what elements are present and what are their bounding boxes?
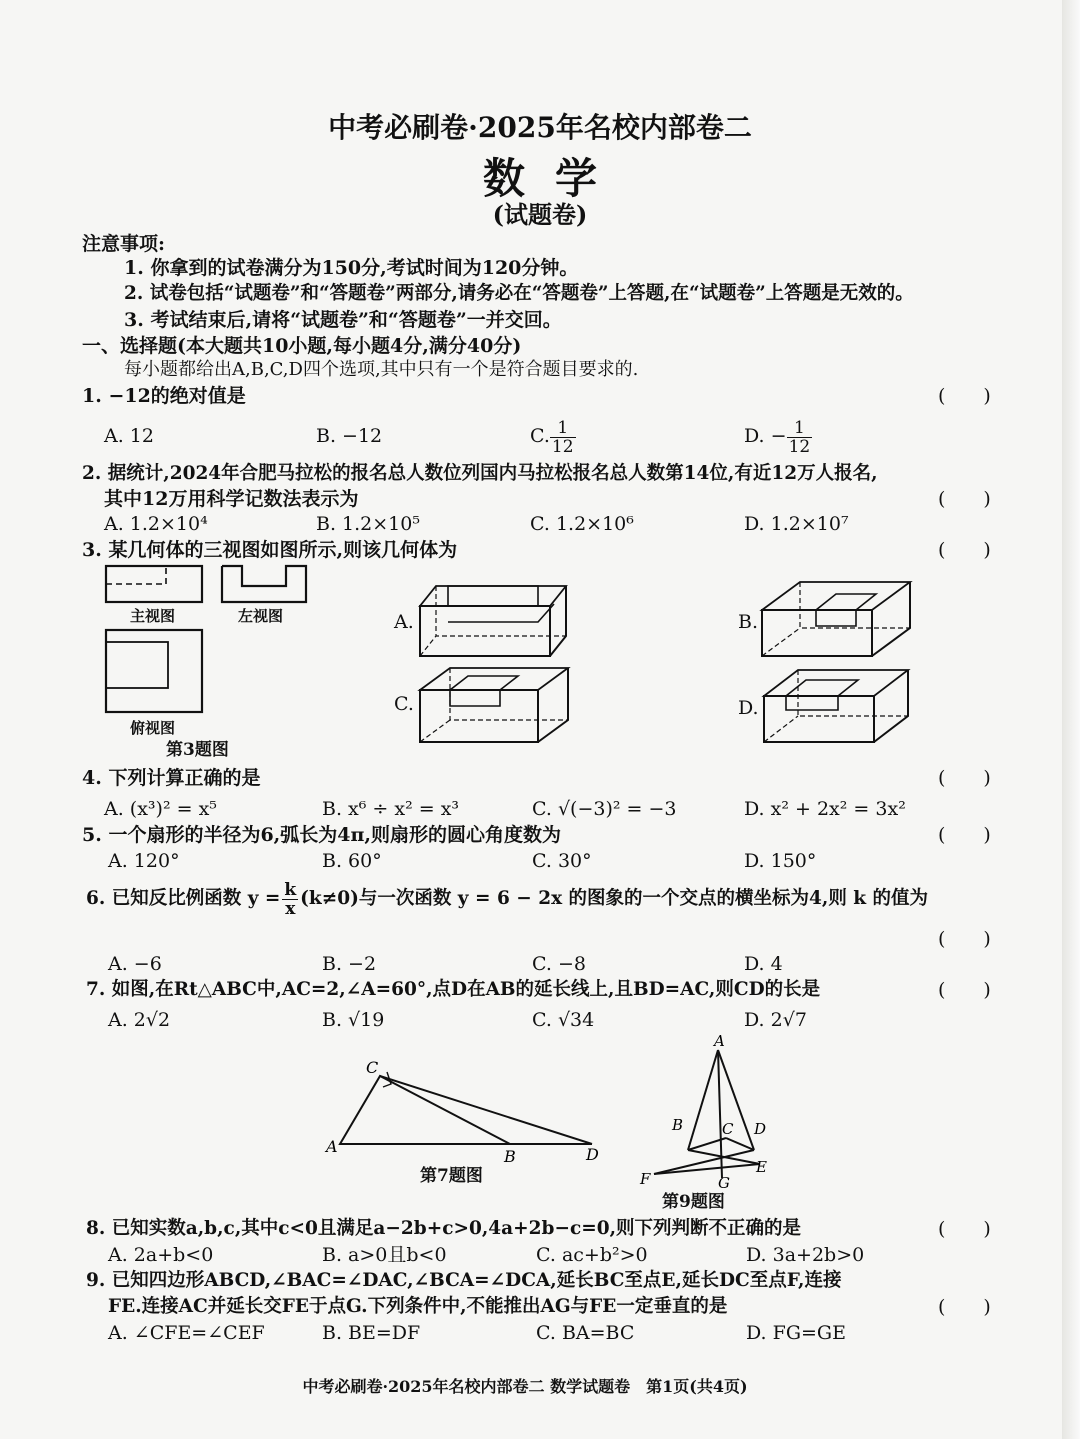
q6-x-denominator: x bbox=[285, 898, 296, 919]
q9-figure-caption: 第9题图 bbox=[662, 1192, 725, 1212]
notice-item-2: 2. 试卷包括“试题卷”和“答题卷”两部分,请务必在“答题卷”上答题,在“试题卷”上答题是无效的。 bbox=[124, 283, 914, 304]
q2-answer-paren: ( ) bbox=[938, 488, 991, 510]
fig9-label-a: A bbox=[714, 1032, 725, 1050]
q3-front-view-label: 主视图 bbox=[130, 607, 176, 625]
q6-k-over-x bbox=[282, 881, 298, 918]
fig9-label-b: B bbox=[672, 1116, 684, 1134]
q9-figure bbox=[636, 1032, 776, 1190]
q9-answer-paren: ( ) bbox=[938, 1296, 991, 1318]
q6-option-a: A. −6 bbox=[108, 953, 162, 975]
q5-option-b: B. 60° bbox=[322, 850, 382, 872]
q6-answer-paren: ( ) bbox=[938, 928, 991, 950]
q4-option-d: D. x² + 2x² = 3x² bbox=[744, 798, 906, 820]
q8-stem: 8. 已知实数a,b,c,其中c<0且满足a−2b+c>0,4a+2b−c=0,则下列判断不正确的是 bbox=[86, 1218, 802, 1239]
q4-option-c: C. √(−3)² = −3 bbox=[532, 798, 677, 820]
q7-option-d: D. 2√7 bbox=[744, 1009, 807, 1031]
q9-option-c: C. BA=BC bbox=[536, 1322, 635, 1344]
fig9-label-e: E bbox=[756, 1158, 767, 1176]
page-footer: 中考必刷卷·2025年名校内部卷二 数学试题卷 第1页(共4页) bbox=[302, 1377, 748, 1396]
q1-option-d bbox=[744, 414, 812, 458]
q7-option-a: A. 2√2 bbox=[108, 1009, 171, 1031]
q2-stem-line1: 2. 据统计,2024年合肥马拉松的报名总人数位列国内马拉松报名总人数第14位,有近12万人报名, bbox=[82, 463, 878, 484]
q4-answer-paren: ( ) bbox=[938, 767, 991, 789]
q6-stem-pre: 6. 已知反比例函数 y = bbox=[86, 888, 281, 909]
q3-option-d-solid bbox=[762, 664, 912, 746]
q4-stem: 4. 下列计算正确的是 bbox=[82, 767, 261, 789]
q1-option-a: A. 12 bbox=[104, 425, 154, 447]
q9-option-b: B. BE=DF bbox=[322, 1322, 421, 1344]
q5-stem: 5. 一个扇形的半径为6,弧长为4π,则扇形的圆心角度数为 bbox=[82, 824, 562, 846]
q2-option-c: C. 1.2×10⁶ bbox=[530, 513, 634, 535]
q3-left-view-label: 左视图 bbox=[238, 607, 284, 625]
notice-item-1: 1. 你拿到的试卷满分为150分,考试时间为120分钟。 bbox=[124, 257, 579, 279]
notice-item-3: 3. 考试结束后,请将“试题卷”和“答题卷”一并交回。 bbox=[124, 309, 562, 331]
q3-option-a-label: A. bbox=[394, 611, 414, 633]
q3-option-a-solid bbox=[418, 578, 568, 660]
q3-option-d-label: D. bbox=[738, 697, 759, 719]
fig7-label-a: A bbox=[326, 1137, 338, 1156]
q7-option-c: C. √34 bbox=[532, 1009, 595, 1031]
q5-option-a: A. 120° bbox=[108, 850, 180, 872]
q7-stem: 7. 如图,在Rt△ABC中,AC=2,∠A=60°,点D在AB的延长线上,且BD=AC,则CD的长是 bbox=[86, 979, 821, 1000]
q1-c-denominator: 12 bbox=[551, 436, 574, 457]
q9-option-d: D. FG=GE bbox=[746, 1322, 846, 1344]
q1-option-d-prefix: D. − bbox=[744, 425, 787, 447]
fig7-label-b: B bbox=[504, 1147, 516, 1166]
q1-d-denominator: 12 bbox=[788, 436, 811, 457]
q3-figure-caption: 第3题图 bbox=[166, 740, 229, 760]
q3-top-view-label: 俯视图 bbox=[130, 719, 176, 737]
q1-option-c-prefix: C. bbox=[530, 425, 550, 447]
q8-option-c: C. ac+b²>0 bbox=[536, 1244, 648, 1266]
q7-answer-paren: ( ) bbox=[938, 979, 991, 1001]
fig9-label-f: F bbox=[640, 1170, 651, 1188]
fig9-label-c: C bbox=[722, 1120, 734, 1138]
q8-option-a: A. 2a+b<0 bbox=[108, 1244, 214, 1266]
q1-answer-paren: ( ) bbox=[938, 385, 991, 407]
q6-stem bbox=[86, 876, 928, 922]
q6-option-c: C. −8 bbox=[532, 953, 586, 975]
q7-figure bbox=[320, 1056, 610, 1166]
q8-option-d: D. 3a+2b>0 bbox=[746, 1244, 865, 1266]
q2-option-a: A. 1.2×10⁴ bbox=[104, 513, 208, 535]
q9-option-a: A. ∠CFE=∠CEF bbox=[108, 1322, 265, 1344]
q8-option-b: B. a>0且b<0 bbox=[322, 1244, 447, 1266]
q1-option-c-fraction bbox=[550, 419, 576, 456]
q4-option-a: A. (x³)² = x⁵ bbox=[104, 798, 217, 820]
q2-stem-line2: 其中12万用科学记数法表示为 bbox=[104, 488, 359, 510]
q6-option-d: D. 4 bbox=[744, 953, 783, 975]
fig7-label-c: C bbox=[366, 1058, 379, 1077]
q6-option-b: B. −2 bbox=[322, 953, 377, 975]
q1-d-numerator: 1 bbox=[787, 419, 813, 438]
q2-option-d: D. 1.2×10⁷ bbox=[744, 513, 849, 535]
section-instruction: 每小题都给出A,B,C,D四个选项,其中只有一个是符合题目要求的. bbox=[124, 359, 639, 380]
q2-option-b: B. 1.2×10⁵ bbox=[316, 513, 420, 535]
q3-option-c-label: C. bbox=[394, 693, 414, 715]
fig7-label-d: D bbox=[586, 1145, 599, 1164]
q5-option-c: C. 30° bbox=[532, 850, 592, 872]
q6-stem-post: (k≠0)与一次函数 y = 6 − 2x 的图象的一个交点的横坐标为4,则 k 的值为 bbox=[300, 888, 929, 909]
q1-option-c bbox=[530, 414, 576, 458]
q4-option-b: B. x⁶ ÷ x² = x³ bbox=[322, 798, 460, 820]
q7-figure-caption: 第7题图 bbox=[420, 1166, 483, 1186]
notice-heading: 注意事项: bbox=[82, 233, 166, 255]
q3-option-b-solid bbox=[760, 578, 914, 662]
fig9-label-d: D bbox=[754, 1120, 767, 1138]
q1-stem: 1. −12的绝对值是 bbox=[82, 385, 246, 407]
series-title: 中考必刷卷·2025年名校内部卷二 bbox=[328, 111, 752, 144]
q9-stem-line1: 9. 已知四边形ABCD,∠BAC=∠DAC,∠BCA=∠DCA,延长BC至点E,延长DC至点F,连接 bbox=[86, 1270, 842, 1291]
q1-option-b: B. −12 bbox=[316, 425, 383, 447]
q5-option-d: D. 150° bbox=[744, 850, 817, 872]
q6-k-numerator: k bbox=[284, 879, 297, 900]
q8-answer-paren: ( ) bbox=[938, 1218, 991, 1240]
q1-option-d-fraction bbox=[787, 419, 813, 456]
q1-c-numerator: 1 bbox=[550, 419, 576, 438]
q3-stem: 3. 某几何体的三视图如图所示,则该几何体为 bbox=[82, 539, 458, 561]
fig9-label-g: G bbox=[718, 1174, 730, 1192]
section-title: 一、选择题(本大题共10小题,每小题4分,满分40分) bbox=[82, 335, 522, 357]
q3-option-c-solid bbox=[418, 660, 572, 746]
q9-stem-line2: FE.连接AC并延长交FE于点G.下列条件中,不能推出AG与FE一定垂直的是 bbox=[108, 1296, 728, 1317]
q3-answer-paren: ( ) bbox=[938, 539, 991, 561]
q7-option-b: B. √19 bbox=[322, 1009, 385, 1031]
paper-type: (试题卷) bbox=[492, 200, 588, 229]
subject-title: 数学 bbox=[482, 154, 627, 203]
q3-option-b-label: B. bbox=[738, 611, 759, 633]
q5-answer-paren: ( ) bbox=[938, 824, 991, 846]
